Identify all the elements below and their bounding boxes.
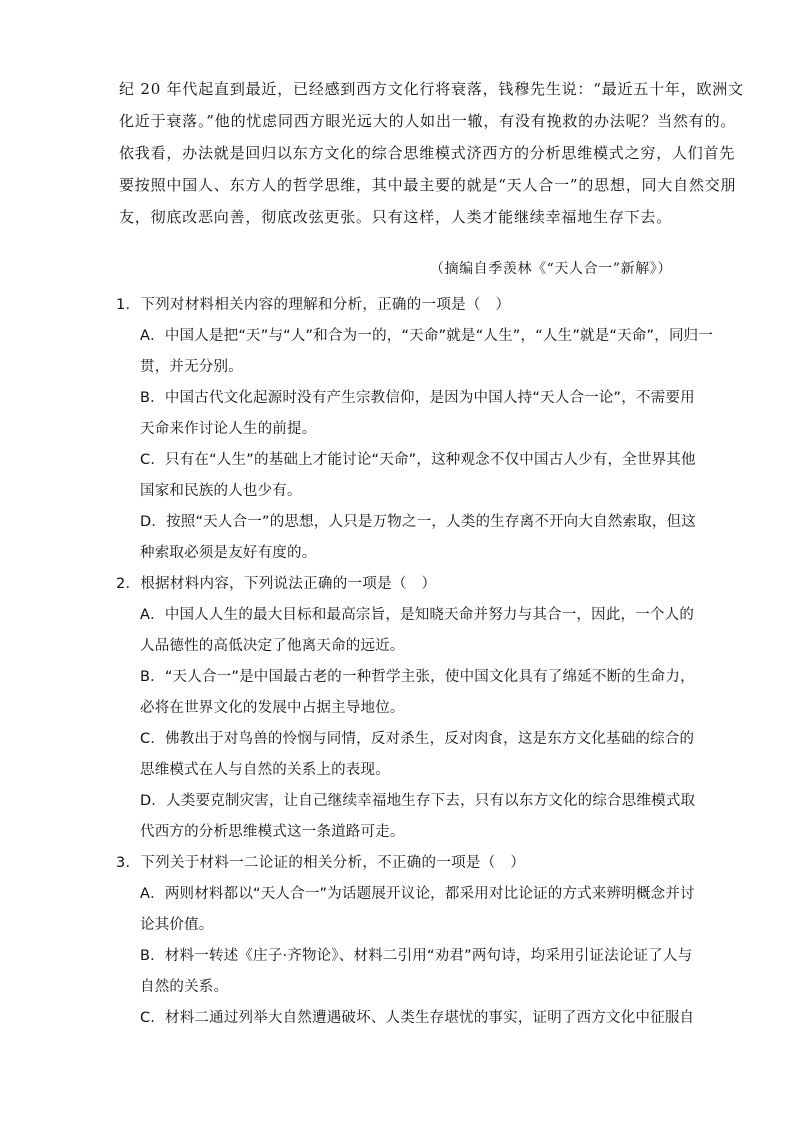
option-d[interactable] bbox=[116, 507, 696, 569]
option-c[interactable] bbox=[116, 724, 695, 786]
option-text: 自然的关系。 bbox=[140, 979, 229, 995]
option-text: D．按照“天人合一”的思想，人只是万物之一，人类的生存离不开向大自然索取，但这 bbox=[140, 514, 696, 530]
option-b[interactable] bbox=[116, 941, 693, 1003]
option-text: 天命来作讨论人生的前提。 bbox=[140, 421, 317, 437]
question-list bbox=[116, 290, 714, 1034]
option-text: C．材料二通过列举大自然遭遇破坏、人类生存堪忧的事实，证明了西方文化中征服自 bbox=[140, 1010, 695, 1026]
option-text: 人品德性的高低决定了他离天命的远近。 bbox=[140, 638, 405, 654]
option-text: C．佛教出于对鸟兽的怜悯与同情，反对杀生，反对肉食，这是东方文化基础的综合的 bbox=[140, 731, 695, 747]
option-text: B．“天人合一”是中国最古老的一种哲学主张，使中国文化具有了绵延不断的生命力， bbox=[140, 669, 695, 685]
option-text: A．两则材料都以“天人合一”为话题展开议论，都采用对比论证的方式来辨明概念并讨 bbox=[140, 886, 695, 902]
question-3 bbox=[116, 848, 695, 1034]
option-text: 思维模式在人与自然的关系上的表现。 bbox=[140, 762, 390, 778]
passage-line: 依我看，办法就是回归以东方文化的综合思维模式济西方的分析思维模式之穷，人们首先 bbox=[119, 144, 736, 162]
question-stem: 2．根据材料内容，下列说法正确的一项是（ ） bbox=[116, 576, 437, 592]
option-text: 种索取必须是友好有度的。 bbox=[140, 545, 317, 561]
option-c[interactable] bbox=[116, 1003, 695, 1034]
option-text: 论其价值。 bbox=[140, 917, 214, 933]
option-c[interactable] bbox=[116, 445, 696, 507]
option-text: A．中国人人生的最大目标和最高宗旨，是知晓天命并努力与其合一，因此，一个人的 bbox=[140, 607, 695, 623]
passage-line: 友，彻底改恶向善，彻底改弦更张。只有这样，人类才能继续幸福地生存下去。 bbox=[119, 208, 673, 226]
option-text: C．只有在“人生”的基础上才能讨论“天命”，这种观念不仅中国古人少有，全世界其他 bbox=[140, 452, 696, 468]
question-1 bbox=[116, 290, 714, 569]
option-text: B．材料一转述《庄子·齐物论》、材料二引用“劝君”两句诗，均采用引证法论证了人与 bbox=[140, 948, 693, 964]
question-stem: 1．下列对材料相关内容的理解和分析，正确的一项是（ ） bbox=[116, 297, 511, 313]
option-text: 代西方的分析思维模式这一条道路可走。 bbox=[140, 824, 405, 840]
option-b[interactable] bbox=[116, 383, 695, 445]
passage-line: 纪 20 年代起直到最近，已经感到西方文化行将衰落，钱穆先生说：“最近五十年，欧洲文 bbox=[119, 80, 744, 98]
option-text: D．人类要克制灾害，让自己继续幸福地生存下去，只有以东方文化的综合思维模式取 bbox=[140, 793, 696, 809]
passage-excerpt bbox=[119, 73, 744, 233]
option-text: 国家和民族的人也少有。 bbox=[140, 483, 302, 499]
question-2 bbox=[116, 569, 696, 848]
option-text: 贯，并无分别。 bbox=[140, 359, 243, 375]
passage-line: 化近于衰落。”他的忧虑同西方眼光远大的人如出一辙，有没有挽救的办法呢？当然有的。 bbox=[119, 112, 737, 130]
option-a[interactable] bbox=[116, 600, 695, 662]
passage-source-citation: （摘编自季羡林《“天人合一”新解》） bbox=[429, 261, 672, 277]
passage-line: 要按照中国人、东方人的哲学思维，其中最主要的就是“天人合一”的思想，同大自然交朋 bbox=[119, 176, 737, 194]
option-b[interactable] bbox=[116, 662, 695, 724]
option-d[interactable] bbox=[116, 786, 696, 848]
option-text: B．中国古代文化起源时没有产生宗教信仰，是因为中国人持“天人合一论”，不需要用 bbox=[140, 390, 695, 406]
question-stem: 3．下列关于材料一二论证的相关分析，不正确的一项是（ ） bbox=[116, 855, 526, 871]
option-text: A．中国人是把“天”与“人”和合为一的，“天命”就是“人生”，“人生”就是“天命”，同归一 bbox=[140, 328, 714, 344]
option-a[interactable] bbox=[116, 321, 714, 383]
option-text: 必将在世界文化的发展中占据主导地位。 bbox=[140, 700, 405, 716]
option-a[interactable] bbox=[116, 879, 695, 941]
